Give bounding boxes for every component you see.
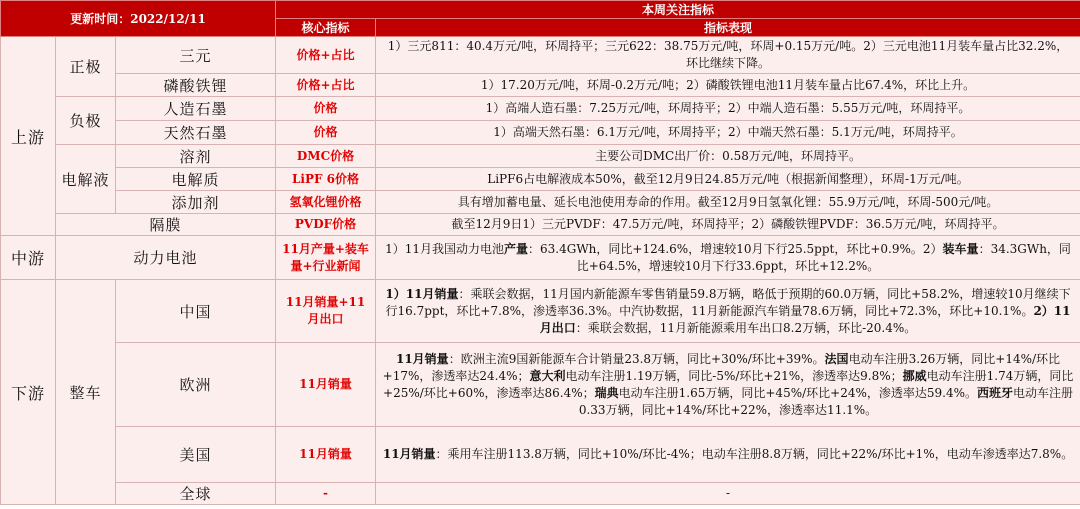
core-indicator: 11月产量+装车量+行业新闻 — [276, 236, 376, 280]
performance-text: 具有增加蓄电量、延长电池使用寿命的作用。截至12月9日氢氧化锂：55.9万元/吨，环周-500元/吨。 — [376, 191, 1080, 214]
table-row — [1, 280, 1080, 343]
vehicle-label: 整车 — [56, 280, 116, 505]
item-global: 全球 — [116, 483, 276, 505]
performance-text: - — [376, 483, 1080, 505]
item-ternary: 三元 — [116, 37, 276, 74]
performance-text: LiPF6占电解液成本50%，截至12月9日24.85万元/吨（根据新闻整理），环周-1万元/吨。 — [376, 168, 1080, 191]
performance-text: 11月销量：乘用车注册113.8万辆，同比+10%/环比-4%；电动车注册8.8万辆，同比+22%/环比+1%，电动车渗透率达7.8%。 — [376, 427, 1080, 483]
table-row — [1, 236, 1080, 280]
core-indicator: 价格+占比 — [276, 37, 376, 74]
item-separator: 隔膜 — [56, 214, 276, 236]
performance-text: 1）高端天然石墨：6.1万元/吨，环周持平；2）中端天然石墨：5.1万元/吨，环周持平。 — [376, 121, 1080, 145]
core-indicator: DMC价格 — [276, 145, 376, 168]
midstream-label: 中游 — [1, 236, 56, 280]
item-power-battery: 动力电池 — [56, 236, 276, 280]
performance-text: 1）11月销量：乘联会数据，11月国内新能源车零售销量59.8万辆，略低于预期的60.0万辆，同比+58.2%，增速较10月继续下行16.7ppt，环比+7.8%，渗透率36.3%。中汽协数据，11月新能源汽车销量78.6万辆，同比+72.3%，环比+10.1%。2）11月出口：乘联会数据，11月新能源乘用车出口8.2万辆，环比-20.4%。 — [376, 280, 1080, 343]
item-europe: 欧洲 — [116, 343, 276, 427]
header-row-1 — [1, 1, 1080, 19]
table-row — [1, 121, 1080, 145]
performance-text: 11月销量：欧洲主流9国新能源车合计销量23.8万辆，同比+30%/环比+39%。法国电动车注册3.26万辆，同比+14%/环比+17%，渗透率达24.4%；意大利电动车注册1.19万辆，同比-5%/环比+21%，渗透率达9.8%；挪威电动车注册1.74万辆，同比+25%/环比+60%，渗透率达86.4%；瑞典电动车注册1.65万辆，同比+45%/环比+24%，渗透率达59.4%。西班牙电动车注册0.33万辆，同比+14%/环比+22%，渗透率达11.1%。 — [376, 343, 1080, 427]
performance-header: 指标表现 — [376, 19, 1080, 37]
item-artificial-graphite: 人造石墨 — [116, 97, 276, 121]
core-indicator: 价格 — [276, 121, 376, 145]
table-row — [1, 427, 1080, 483]
core-indicator: 价格+占比 — [276, 74, 376, 97]
electrolyte-label: 电解液 — [56, 145, 116, 214]
core-indicator-header: 核心指标 — [276, 19, 376, 37]
core-indicator: 价格 — [276, 97, 376, 121]
downstream-label: 下游 — [1, 280, 56, 505]
core-indicator: 氢氧化锂价格 — [276, 191, 376, 214]
item-additive: 添加剂 — [116, 191, 276, 214]
core-indicator: 11月销量 — [276, 343, 376, 427]
item-natural-graphite: 天然石墨 — [116, 121, 276, 145]
performance-text: 主要公司DMC出厂价：0.58万元/吨，环周持平。 — [376, 145, 1080, 168]
table-row — [1, 145, 1080, 168]
anode-label: 负极 — [56, 97, 116, 145]
core-indicator: 11月销量 — [276, 427, 376, 483]
performance-text: 1）高端人造石墨：7.25万元/吨，环周持平；2）中端人造石墨：5.55万元/吨，环周持平。 — [376, 97, 1080, 121]
performance-text: 1）11月我国动力电池产量：63.4GWh，同比+124.6%，增速较10月下行25.5ppt，环比+0.9%。2）装车量：34.3GWh，同比+64.5%，增速较10月下行33.6ppt，环比+12.2%。 — [376, 236, 1080, 280]
table-row — [1, 191, 1080, 214]
item-lfp: 磷酸铁锂 — [116, 74, 276, 97]
performance-text: 截至12月9日1）三元PVDF：47.5万元/吨，环周持平；2）磷酸铁锂PVDF：36.5万元/吨，环周持平。 — [376, 214, 1080, 236]
update-time: 更新时间：2022/12/11 — [1, 1, 276, 37]
table-row — [1, 74, 1080, 97]
week-focus-header: 本周关注指标 — [276, 1, 1080, 19]
cathode-label: 正极 — [56, 37, 116, 97]
upstream-label: 上游 — [1, 37, 56, 236]
table-row — [1, 37, 1080, 74]
table-row — [1, 214, 1080, 236]
item-usa: 美国 — [116, 427, 276, 483]
performance-text: 1）三元811：40.4万元/吨，环周持平；三元622：38.75万元/吨，环周+0.15万元/吨。2）三元电池11月装车量占比32.2%，环比继续下降。 — [376, 37, 1080, 74]
table-row — [1, 97, 1080, 121]
item-china: 中国 — [116, 280, 276, 343]
table-row — [1, 343, 1080, 427]
item-electrolyte-salt: 电解质 — [116, 168, 276, 191]
core-indicator: 11月销量+11月出口 — [276, 280, 376, 343]
table-row — [1, 483, 1080, 505]
performance-text: 1）17.20万元/吨，环周-0.2万元/吨；2）磷酸铁锂电池11月装车量占比67.4%，环比上升。 — [376, 74, 1080, 97]
item-solvent: 溶剂 — [116, 145, 276, 168]
core-indicator: - — [276, 483, 376, 505]
core-indicator: LiPF 6价格 — [276, 168, 376, 191]
table-row — [1, 168, 1080, 191]
core-indicator: PVDF价格 — [276, 214, 376, 236]
